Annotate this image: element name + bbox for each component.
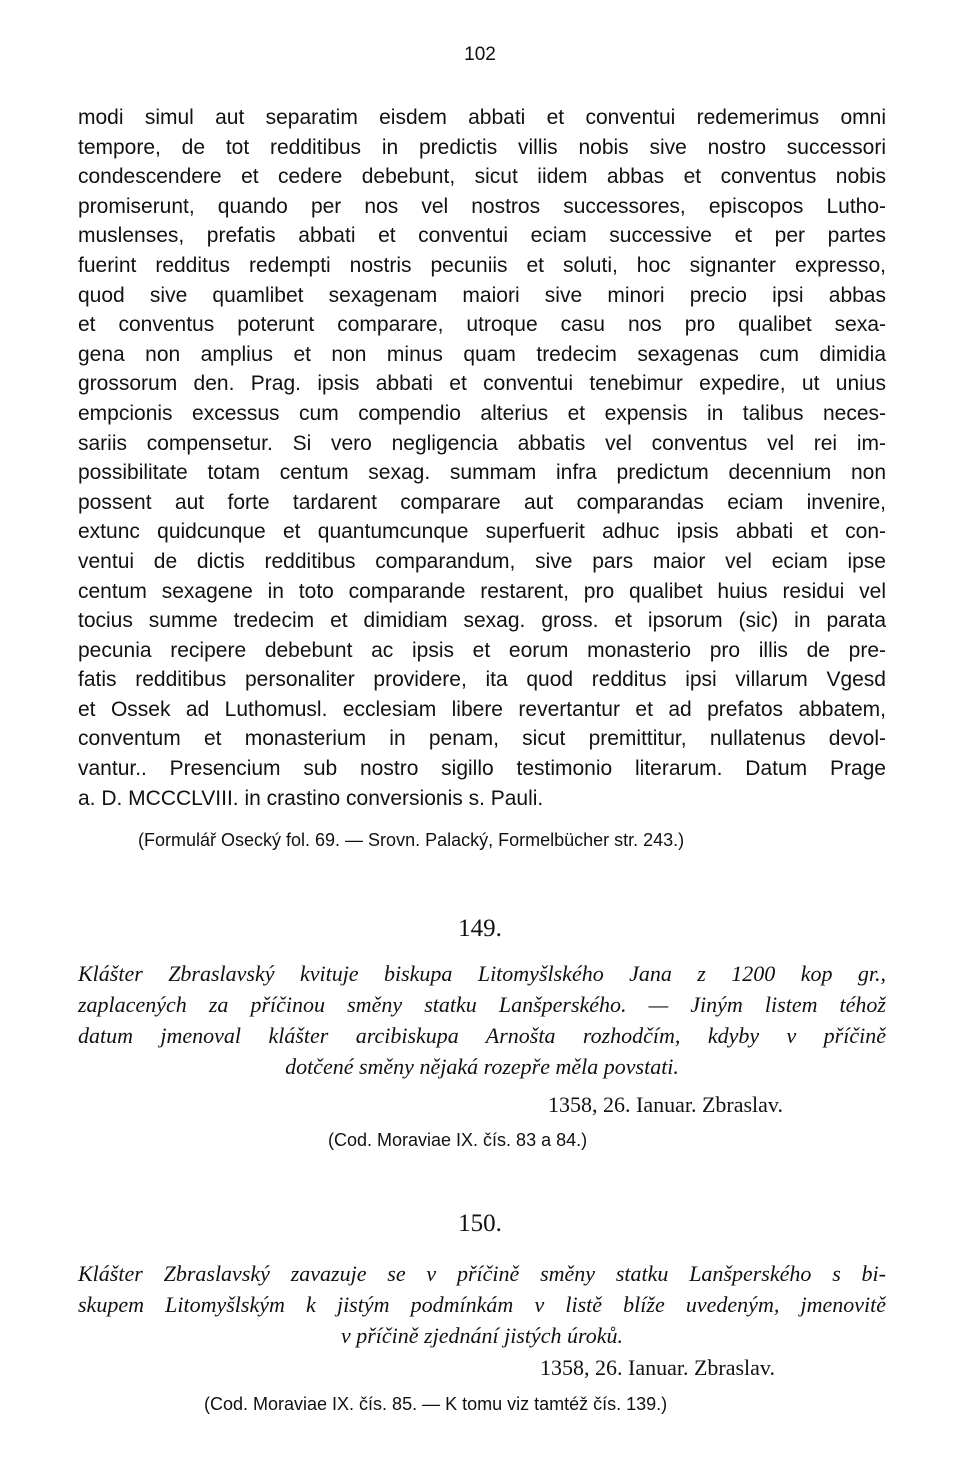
text-line: grossorum den. Prag. ipsis abbati et conventui tenebimur expedire, ut unius xyxy=(78,372,886,396)
text-line: empcionis excessus cum compendio alterius et expensis in talibus neces- xyxy=(78,401,886,425)
text-line: a. D. MCCCLVIII. in crastino conversionis s. Pauli. xyxy=(78,786,544,810)
text-line: fuerint redditus redempti nostris pecuniis et soluti, hoc signanter expresso, xyxy=(78,253,886,277)
regest-line: Klášter Zbraslavský zavazuje se v příčině směny statku Lanšperského s bi- xyxy=(78,1261,886,1286)
charter-text xyxy=(78,103,886,813)
document-date: 1358, 26. Ianuar. Zbraslav. xyxy=(548,1092,784,1117)
text-line: vantur.. Presencium sub nostro sigillo testimonio literarum. Datum Prage xyxy=(78,757,886,781)
document-number: 150. xyxy=(458,1210,502,1237)
source-note: (Cod. Moraviae IX. čís. 85. — K tomu viz tamtéž čís. 139.) xyxy=(204,1394,668,1414)
regest-line: datum jmenoval klášter arcibiskupa Arnošta rozhodčím, kdyby v příčině xyxy=(78,1023,886,1048)
text-line: fatis redditibus personaliter providere, ita quod redditus ipsi villarum Vgesd xyxy=(78,668,886,692)
regest-line: dotčené směny nějaká rozepře měla povstati. xyxy=(285,1054,679,1079)
text-line: et conventus poterunt comparare, utroque casu nos pro qualibet sexa- xyxy=(78,313,886,337)
text-line: tocius summe tredecim et dimidiam sexag. gross. et ipsorum (sic) in parata xyxy=(78,609,886,633)
text-line: gena non amplius et non minus quam tredecim sexagenas cum dimidia xyxy=(78,342,886,366)
regest xyxy=(78,958,886,1082)
regest xyxy=(78,1258,886,1351)
page-number: 102 xyxy=(464,44,496,65)
text-line: et Ossek ad Luthomusl. ecclesiam libere revertantur et ad prefatos abbatem, xyxy=(78,697,886,721)
text-line: possibilitate totam centum sexag. summam infra predictum decennium non xyxy=(78,461,886,485)
regest-line: zaplacených za příčinou směny statku Lanšperského. — Jiným listem téhož xyxy=(78,992,886,1017)
regest-line: v příčině zjednání jistých úroků. xyxy=(340,1323,624,1348)
text-line: possent aut forte tardarent comparare aut comparandas eciam invenire, xyxy=(78,490,886,514)
source-note: (Formulář Osecký fol. 69. — Srovn. Palacký, Formelbücher str. 243.) xyxy=(138,830,685,850)
document-date: 1358, 26. Ianuar. Zbraslav. xyxy=(540,1355,776,1380)
document-number: 149. xyxy=(458,915,502,942)
text-line: modi simul aut separatim eisdem abbati et conventui redemerimus omni xyxy=(78,106,886,129)
text-line: sariis compensetur. Si vero negligencia abbatis vel conventus vel rei im- xyxy=(78,431,886,455)
text-line: condescendere et cedere debebunt, sicut iidem abbas et conventus nobis xyxy=(78,165,886,189)
regest-line: skupem Litomyšlským k jistým podmínkám v listě blíže uvedeným, jmenovitě xyxy=(78,1292,886,1317)
text-line: tempore, de tot redditibus in predictis villis nobis sive nostro successori xyxy=(78,135,886,159)
text-line: centum sexagene in toto comparande restarent, pro qualibet huius residui vel xyxy=(78,579,886,603)
regest-line: Klášter Zbraslavský kvituje biskupa Litomyšlského Jana z 1200 kop gr., xyxy=(78,961,886,986)
text-line: muslenses, prefatis abbati et conventui eciam successive et per partes xyxy=(78,224,886,248)
text-line: conventum et monasterium in penam, sicut premittitur, nullatenus devol- xyxy=(78,727,886,751)
text-line: ventui de dictis redditibus comparandum, sive pars maior vel eciam ipse xyxy=(78,549,886,573)
text-line: promiserunt, quando per nos vel nostros successores, episcopos Lutho- xyxy=(78,194,886,218)
text-line: pecunia recipere debebunt ac ipsis et eorum monasterio pro illis de pre- xyxy=(78,638,886,662)
text-line: quod sive quamlibet sexagenam maiori sive minori precio ipsi abbas xyxy=(78,283,886,307)
text-line: extunc quidcunque et quantumcunque superfuerit adhuc ipsis abbati et con- xyxy=(78,520,886,544)
source-note: (Cod. Moraviae IX. čís. 83 a 84.) xyxy=(328,1130,588,1150)
